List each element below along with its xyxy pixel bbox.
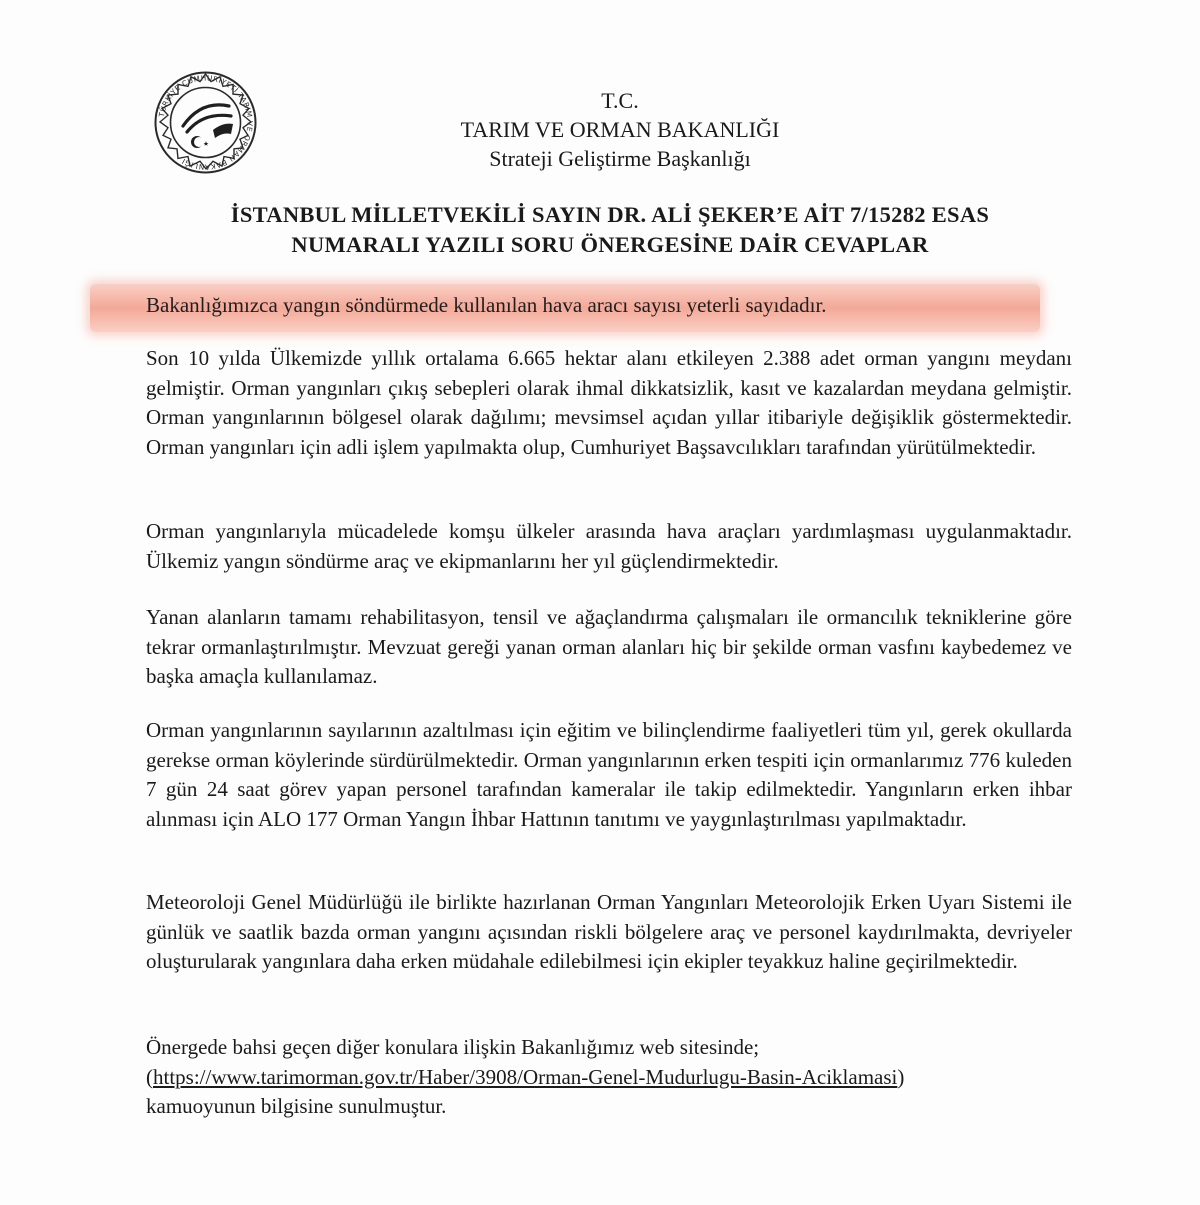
link-open-paren: ( — [146, 1064, 153, 1089]
website-outro-text: kamuoyunun bilgisine sunulmuştur. — [146, 1094, 447, 1118]
paragraph-early-warning: Meteoroloji Genel Müdürlüğü ile birlikte hazırlanan Orman Yangınları Meteorolojik Erken Uyarı Sistemi ile günlük ve saatlik bazda orman yangını açısından riskli bölgelere araç ve personel kaydırılmakta, devriyeler oluşturularak yangınlara daha erken müdahale edilebilmesi için ekipler teyakkuz haline geçirilmektedir. — [146, 890, 1072, 973]
subject-line-1: İSTANBUL MİLLETVEKİLİ SAYIN DR. ALİ ŞEKER’E AİT 7/15282 ESAS — [230, 202, 990, 227]
header-line-tc: T.C. — [601, 88, 639, 113]
document-subject — [130, 200, 1090, 260]
paragraph-website-reference — [146, 1033, 1072, 1122]
ministry-seal-icon — [143, 60, 268, 185]
website-link-line — [146, 1063, 1072, 1093]
paragraph-neighbor-cooperation: Orman yangınlarıyla mücadelede komşu ülkeler arasında hava araçları yardımlaşması uygulanmaktadır. Ülkemiz yangın söndürme araç ve ekipmanlarını her yıl güçlendirmektedir. — [146, 519, 1072, 573]
website-intro-text: Önergede bahsi geçen diğer konulara ilişkin Bakanlığımız web sitesinde; — [146, 1035, 760, 1059]
document-header — [380, 86, 860, 173]
paragraph-rehabilitation: Yanan alanların tamamı rehabilitasyon, tensil ve ağaçlandırma çalışmaları ile ormancılık tekniklerine göre tekrar ormanlaştırılmıştır. Mevzuat gereği yanan orman alanları hiç bir şekilde orman vasfını kaybedemez ve başka amaçla kullanılamaz. — [146, 605, 1072, 688]
paragraph-fire-statistics: Son 10 yılda Ülkemizde yıllık ortalama 6.665 hektar alanı etkileyen 2.388 adet orman yangını meydanı gelmiştir. Orman yangınları çıkış sebepleri olarak ihmal dikkatsizlik, kasıt ve kazalardan meydana gelmiştir. Orman yangınlarının bölgesel olarak dağılımı; mevsimsel açıdan yıllar itibariyle değişiklik göstermektedir. Orman yangınları için adli işlem yapılmakta olup, Cumhuriyet Başsavcılıkları tarafından yürütülmektedir. — [146, 346, 1072, 459]
link-close-paren: ) — [897, 1064, 905, 1089]
highlighted-answer: Bakanlığımızca yangın söndürmede kullanılan hava aracı sayısı yeterli sayıdadır. — [146, 293, 827, 317]
header-ministry-name: TARIM VE ORMAN BAKANLIĞI — [460, 117, 780, 142]
subject-line-2: NUMARALI YAZILI SORU ÖNERGESİNE DAİR CEVAPLAR — [291, 232, 929, 257]
seal-ring-text: TÜRKİYE CUMHURİYETİ TARIM VE ORMAN BAKANLIĞI — [156, 73, 255, 172]
paragraph-awareness-monitoring: Orman yangınlarının sayılarının azaltılması için eğitim ve bilinçlendirme faaliyetleri tüm yıl, gerek okullarda gerekse orman köylerinde sürdürülmektedir. Orman yangınlarının erken tespiti için ormanlarımız 776 kuleden 7 gün 24 saat görev yapan personel tarafından kameralar ile takip edilmektedir. Yangınların erken ihbar alınması için ALO 177 Orman Yangın İhbar Hattının tanıtımı ve yaygınlaştırılması yapılmaktadır. — [146, 718, 1072, 831]
header-department: Strateji Geliştirme Başkanlığı — [489, 146, 751, 171]
website-link[interactable]: https://www.tarimorman.gov.tr/Haber/3908/Orman-Genel-Mudurlugu-Basin-Aciklamasi — [153, 1064, 898, 1089]
